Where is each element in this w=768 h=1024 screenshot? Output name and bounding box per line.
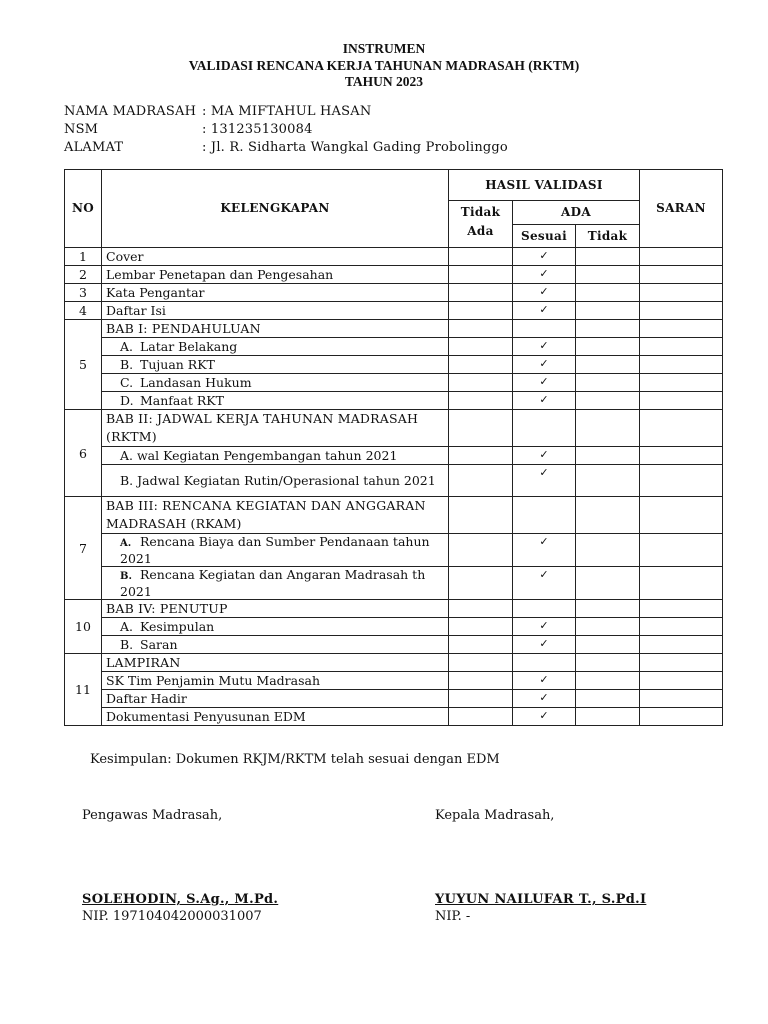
row-item: Manfaat RKT <box>140 393 224 408</box>
item-letter: B. <box>120 571 132 582</box>
table-row <box>65 618 723 636</box>
check-icon: ✓ <box>513 392 576 410</box>
item-letter: B. <box>120 637 134 652</box>
info-nsm-label: NSM <box>64 122 99 137</box>
row-item: Landasan Hukum <box>140 375 252 390</box>
right-signer-nip: NIP. - <box>435 909 471 924</box>
check-icon: ✓ <box>513 465 576 497</box>
left-signer-name: SOLEHODIN, S.Ag., M.Pd. <box>82 892 279 907</box>
check-icon: ✓ <box>513 338 576 356</box>
row-item: Dokumentasi Penyusunan EDM <box>102 708 449 726</box>
row-no: 10 <box>65 600 102 654</box>
check-icon: ✓ <box>513 672 576 690</box>
right-signer-name: YUYUN NAILUFAR T., S.Pd.I <box>435 892 647 907</box>
table-row <box>65 302 723 320</box>
item-letter: A. <box>120 339 134 354</box>
table-row <box>65 672 723 690</box>
check-icon: ✓ <box>513 690 576 708</box>
row-no: 5 <box>65 320 102 410</box>
row-no: 1 <box>65 248 102 266</box>
row-item: SK Tim Penjamin Mutu Madrasah <box>102 672 449 690</box>
cell-saran <box>640 248 723 266</box>
row-no: 4 <box>65 302 102 320</box>
row-item: Kata Pengantar <box>102 284 449 302</box>
check-icon: ✓ <box>513 534 576 567</box>
check-icon: ✓ <box>513 374 576 392</box>
row-item: Tujuan RKT <box>140 357 215 372</box>
left-signer-title: Pengawas Madrasah, <box>82 808 223 823</box>
info-address-label: ALAMAT <box>64 140 124 155</box>
row-item: B. Jadwal Kegiatan Rutin/Operasional tahun 2021 <box>102 465 449 497</box>
row-no: 3 <box>65 284 102 302</box>
check-icon: ✓ <box>513 266 576 284</box>
cell-tidak <box>576 284 640 302</box>
col-tidak-header: Tidak <box>576 225 640 248</box>
table-row <box>65 374 723 392</box>
section-heading: BAB I: PENDAHULUAN <box>102 320 449 338</box>
cell-tidak <box>576 302 640 320</box>
row-item: Daftar Hadir <box>102 690 449 708</box>
table-row <box>65 320 723 338</box>
table-row <box>65 636 723 654</box>
col-kelengkapan-header: KELENGKAPAN <box>102 170 449 248</box>
col-saran-header: SARAN <box>640 170 723 248</box>
col-ada-header: ADA <box>513 201 640 225</box>
cell-tidak-ada <box>449 284 513 302</box>
table-row <box>65 356 723 374</box>
item-letter: A. <box>120 538 132 549</box>
table-row <box>65 284 723 302</box>
cell-saran <box>640 302 723 320</box>
validation-table <box>64 169 723 726</box>
col-sesuai-header: Sesuai <box>513 225 576 248</box>
section-heading: BAB II: JADWAL KERJA TAHUNAN MADRASAH (RKTM) <box>102 410 449 447</box>
info-name-row <box>64 104 371 119</box>
table-row <box>65 410 723 447</box>
section-heading: LAMPIRAN <box>102 654 449 672</box>
table-row <box>65 465 723 497</box>
row-item: Cover <box>102 248 449 266</box>
info-name-label: NAMA MADRASAH <box>64 104 197 119</box>
section-heading: BAB IV: PENUTUP <box>102 600 449 618</box>
row-no: 2 <box>65 266 102 284</box>
check-icon: ✓ <box>513 618 576 636</box>
info-nsm-value: : 131235130084 <box>202 122 313 137</box>
table-row <box>65 338 723 356</box>
info-name-value: : MA MIFTAHUL HASAN <box>202 104 372 119</box>
table-row <box>65 266 723 284</box>
cell-tidak <box>576 248 640 266</box>
row-no: 7 <box>65 497 102 600</box>
row-no: 6 <box>65 410 102 497</box>
table-row <box>65 567 723 600</box>
row-item: Latar Belakang <box>140 339 238 354</box>
table-row <box>65 534 723 567</box>
table-row <box>65 248 723 266</box>
table-row <box>65 600 723 618</box>
info-nsm-row <box>64 122 313 137</box>
check-icon: ✓ <box>513 248 576 266</box>
cell-saran <box>640 284 723 302</box>
check-icon: ✓ <box>513 636 576 654</box>
check-icon: ✓ <box>513 447 576 465</box>
check-icon: ✓ <box>513 356 576 374</box>
item-letter: C. <box>120 375 134 390</box>
table-row <box>65 497 723 534</box>
left-signer-nip: NIP. 197104042000031007 <box>82 909 262 924</box>
item-letter: B. <box>120 357 134 372</box>
info-address-row <box>64 140 508 155</box>
info-address-value: : Jl. R. Sidharta Wangkal Gading Probolinggo <box>202 140 508 155</box>
doc-title-1: INSTRUMEN <box>342 41 426 56</box>
cell-tidak-ada <box>449 266 513 284</box>
check-icon: ✓ <box>513 567 576 600</box>
cell-tidak-ada <box>449 248 513 266</box>
right-signer-title: Kepala Madrasah, <box>435 808 555 823</box>
row-item: Saran <box>140 637 178 652</box>
doc-title-2: VALIDASI RENCANA KERJA TAHUNAN MADRASAH (RKTM) <box>188 58 580 73</box>
table-row <box>65 654 723 672</box>
table-row <box>65 392 723 410</box>
item-letter: A. <box>120 619 134 634</box>
check-icon: ✓ <box>513 302 576 320</box>
item-letter: D. <box>120 393 134 408</box>
col-hasil-header: HASIL VALIDASI <box>449 170 640 201</box>
check-icon: ✓ <box>513 708 576 726</box>
col-no-header: NO <box>65 170 102 248</box>
row-item: A. wal Kegiatan Pengembangan tahun 2021 <box>102 447 449 465</box>
doc-title-3: TAHUN 2023 <box>344 74 424 89</box>
cell-tidak <box>576 266 640 284</box>
row-item: Rencana Biaya dan Sumber Pendanaan tahun 2021 <box>120 534 430 566</box>
row-no: 11 <box>65 654 102 726</box>
check-icon: ✓ <box>513 284 576 302</box>
row-item: Lembar Penetapan dan Pengesahan <box>102 266 449 284</box>
row-item: Daftar Isi <box>102 302 449 320</box>
conclusion-text: Kesimpulan: Dokumen RKJM/RKTM telah sesuai dengan EDM <box>90 752 500 767</box>
cell-tidak-ada <box>449 302 513 320</box>
col-tidak-ada-header: Tidak Ada <box>449 201 513 248</box>
section-heading: BAB III: RENCANA KEGIATAN DAN ANGGARAN MADRASAH (RKAM) <box>102 497 449 534</box>
table-row <box>65 708 723 726</box>
table-row <box>65 690 723 708</box>
row-item: Kesimpulan <box>140 619 215 634</box>
row-item: Rencana Kegiatan dan Angaran Madrasah th 2021 <box>120 567 426 599</box>
table-row <box>65 447 723 465</box>
cell-saran <box>640 266 723 284</box>
